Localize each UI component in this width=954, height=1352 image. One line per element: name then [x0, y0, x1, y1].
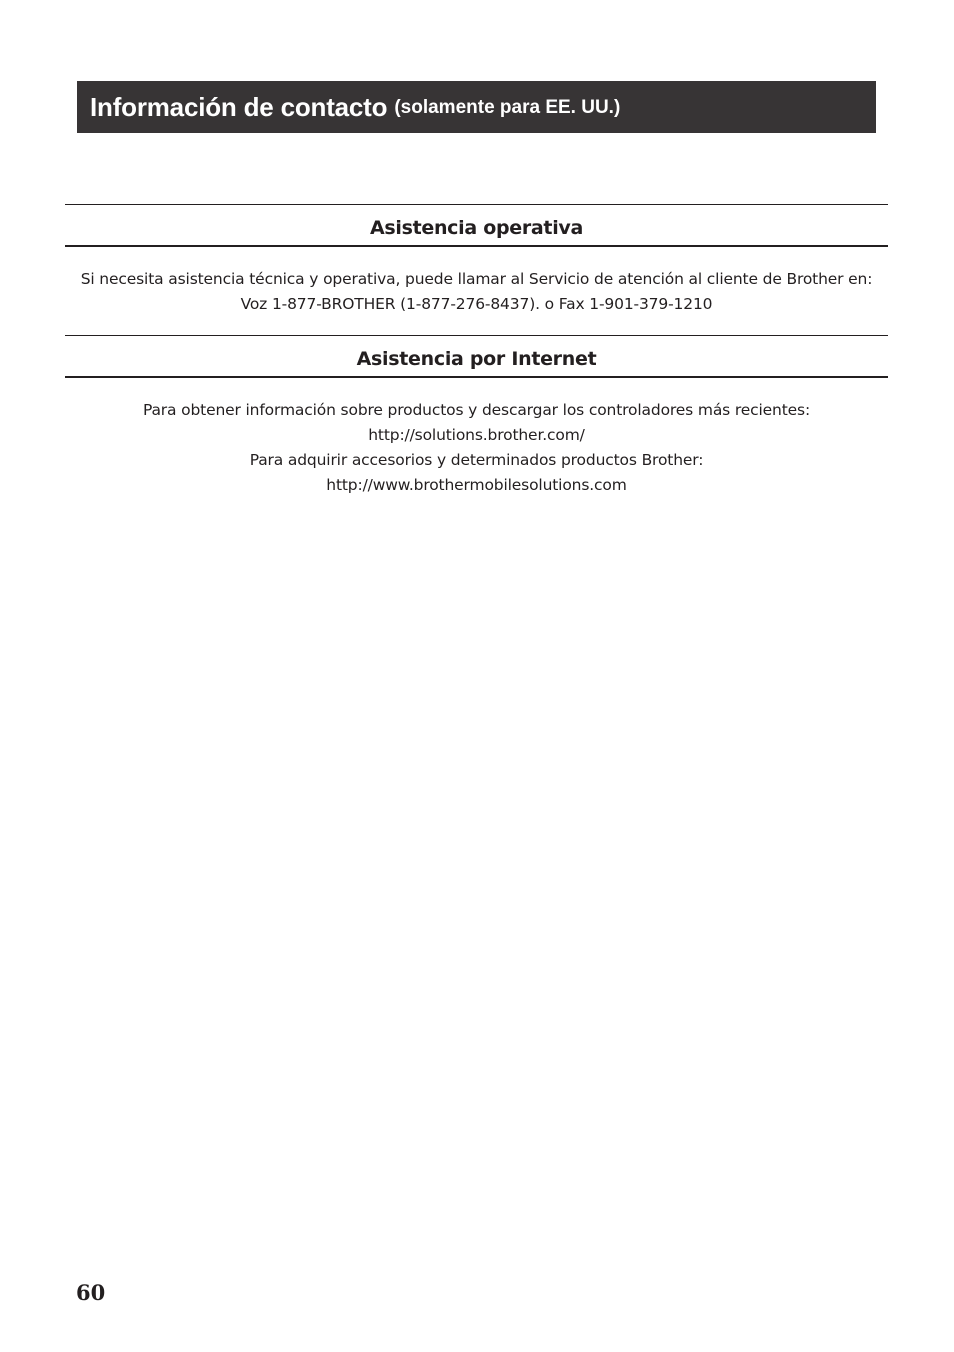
section-title: Asistencia por Internet [356, 348, 597, 370]
page-title: Información de contacto [90, 91, 388, 122]
section-header [65, 335, 888, 378]
body-line: Si necesita asistencia técnica y operativa, puede llamar al Servicio de atención al cliente de Brother en: [80, 270, 873, 288]
section-title: Asistencia operativa [369, 217, 584, 239]
section-body [65, 267, 888, 317]
section-body [65, 398, 888, 498]
page-number: 60 [76, 1280, 106, 1305]
section-operational-support [65, 204, 888, 317]
link-solutions[interactable]: http://solutions.brother.com/ [368, 426, 585, 444]
page-header [77, 81, 876, 133]
link-mobile-solutions[interactable]: http://www.brothermobilesolutions.com [326, 476, 627, 494]
section-header [65, 204, 888, 247]
page-subtitle: (solamente para EE. UU.) [394, 97, 621, 118]
body-line: Para adquirir accesorios y determinados productos Brother: [249, 451, 704, 469]
section-internet-support [65, 335, 888, 498]
body-line-phone: Voz 1-877-BROTHER (1-877-276-8437). o Fax 1-901-379-1210 [240, 295, 713, 313]
body-line: Para obtener información sobre productos y descargar los controladores más recientes: [142, 401, 811, 419]
